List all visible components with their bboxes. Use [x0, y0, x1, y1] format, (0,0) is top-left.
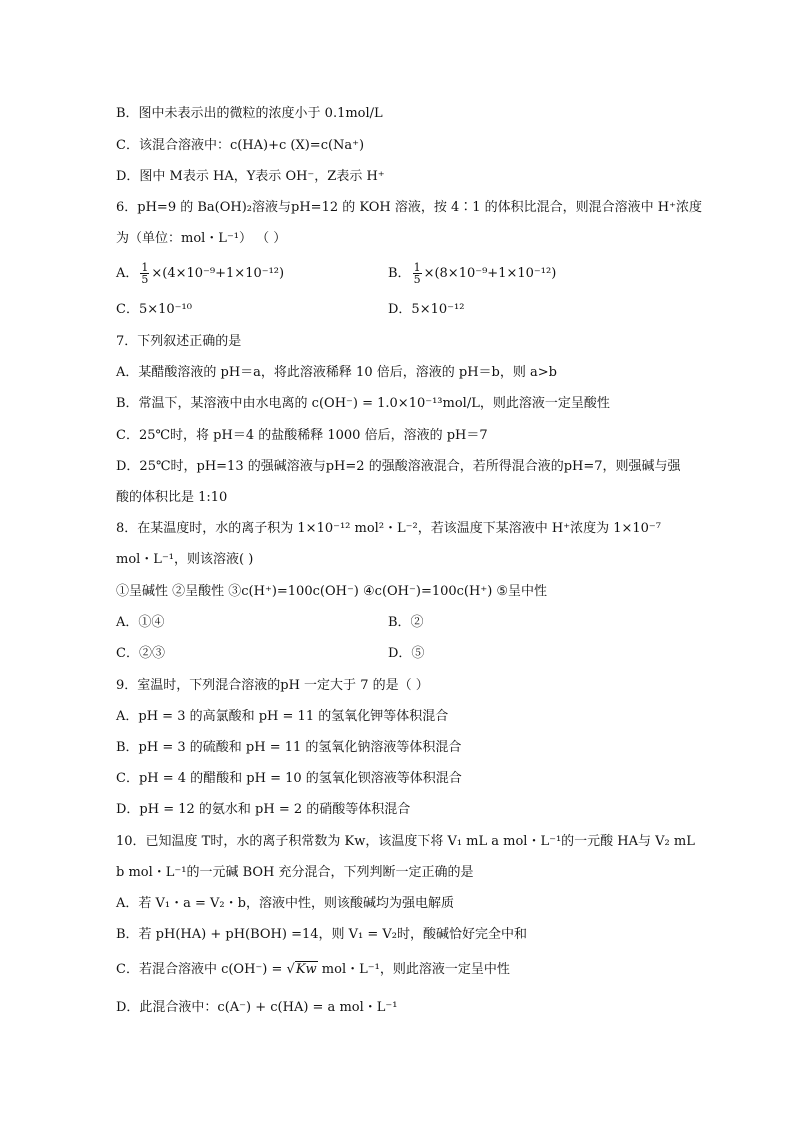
q5-option-d: D．图中 M表示 HA，Y表示 OH⁻，Z表示 H⁺: [116, 169, 385, 184]
q8-stem: 8．在某温度时，水的离子积为 1×10⁻¹² mol²・L⁻²，若该温度下某溶液中 H⁺浓度为 1×10⁻⁷: [116, 521, 661, 536]
q9-stem: 9．室温时，下列混合溶液的pH 一定大于 7 的是（ ）: [116, 678, 429, 693]
q6-option-a-text: ×(4×10⁻⁹+1×10⁻¹²): [151, 266, 285, 281]
q6-stem: 6．pH=9 的 Ba(OH)₂溶液与pH=12 的 KOH 溶液，按 4∶1 的体积比混合，则混合溶液中 H⁺浓度: [116, 200, 702, 215]
q8-option-c: C．②③: [116, 646, 165, 661]
fraction-one-fifth: [140, 262, 149, 285]
q10-stem-cont: b mol・L⁻¹的一元碱 BOH 充分混合，下列判断一定正确的是: [116, 865, 474, 880]
q7-option-b: B．常温下，某溶液中由水电离的 c(OH⁻) = 1.0×10⁻¹³mol/L，则此溶液一定呈酸性: [116, 396, 610, 411]
q6-option-a: [116, 262, 284, 285]
q9-option-a: A．pH = 3 的高氯酸和 pH = 11 的氢氧化钾等体积混合: [116, 709, 449, 724]
q6-stem-cont: 为（单位：mol・L⁻¹） （ ）: [116, 231, 287, 246]
q7-option-d-cont: 酸的体积比是 1:10: [116, 490, 228, 505]
q6-option-b-text: ×(8×10⁻⁹+1×10⁻¹²): [423, 266, 557, 281]
q10-option-a: A．若 V₁・a = V₂・b，溶液中性，则该酸碱均为强电解质: [116, 896, 454, 911]
square-root: √Kw: [286, 962, 317, 977]
q10-option-d: D．此混合液中：c(A⁻) + c(HA) = a mol・L⁻¹: [116, 1000, 398, 1015]
q6-option-d: D．5×10⁻¹²: [388, 302, 465, 317]
q7-option-d: D．25℃时，pH=13 的强碱溶液与pH=2 的强酸溶液混合，若所得混合液的pH=7，则强碱与强: [116, 459, 681, 474]
q10-option-c: [116, 962, 510, 978]
fraction-denominator-b: 5: [413, 273, 421, 286]
q6-option-b: [388, 262, 556, 285]
q9-option-c: C．pH = 4 的醋酸和 pH = 10 的氢氧化钡溶液等体积混合: [116, 771, 462, 786]
q10-option-c-post: mol・L⁻¹，则此溶液一定呈中性: [317, 962, 510, 977]
square-root-radicand: Kw: [295, 962, 317, 977]
q9-option-b: B．pH = 3 的硫酸和 pH = 11 的氢氧化钠溶液等体积混合: [116, 740, 462, 755]
q7-option-a: A．某醋酸溶液的 pH＝a，将此溶液稀释 10 倍后，溶液的 pH＝b，则 a>b: [116, 365, 557, 380]
q7-stem: 7．下列叙述正确的是: [116, 334, 242, 349]
q5-option-b: B．图中未表示出的微粒的浓度小于 0.1mol/L: [116, 106, 383, 121]
q6-option-c: C．5×10⁻¹⁰: [116, 302, 192, 317]
q10-stem: 10．已知温度 T时，水的离子积常数为 Kw，该温度下将 V₁ mL a mol・L⁻¹的一元酸 HA与 V₂ mL: [116, 834, 695, 849]
q10-option-b: B．若 pH(HA) + pH(BOH) =14，则 V₁ = V₂时，酸碱恰好完全中和: [116, 927, 528, 942]
fraction-numerator: 1: [141, 261, 149, 274]
fraction-numerator-b: 1: [413, 261, 421, 274]
q8-option-a: A．①④: [116, 615, 165, 630]
q8-option-b: B．②: [388, 615, 424, 630]
q7-option-c: C．25℃时，将 pH＝4 的盐酸稀释 1000 倍后，溶液的 pH＝7: [116, 428, 488, 443]
q6-option-a-label: A．: [116, 266, 139, 281]
q8-option-d: D．⑤: [388, 646, 425, 661]
q5-option-c: C．该混合溶液中：c(HA)+c (X)=c(Na⁺): [116, 138, 365, 153]
q9-option-d: D．pH = 12 的氨水和 pH = 2 的硝酸等体积混合: [116, 802, 411, 817]
q8-statements: ①呈碱性 ②呈酸性 ③c(H⁺)=100c(OH⁻) ④c(OH⁻)=100c(H⁺) ⑤呈中性: [116, 584, 548, 599]
q6-option-b-label: B．: [388, 266, 411, 281]
fraction-denominator: 5: [141, 273, 149, 286]
fraction-one-fifth-b: [413, 262, 422, 285]
q10-option-c-pre: C．若混合溶液中 c(OH⁻) =: [116, 962, 287, 977]
q8-stem-cont: mol・L⁻¹，则该溶液( ): [116, 552, 254, 567]
